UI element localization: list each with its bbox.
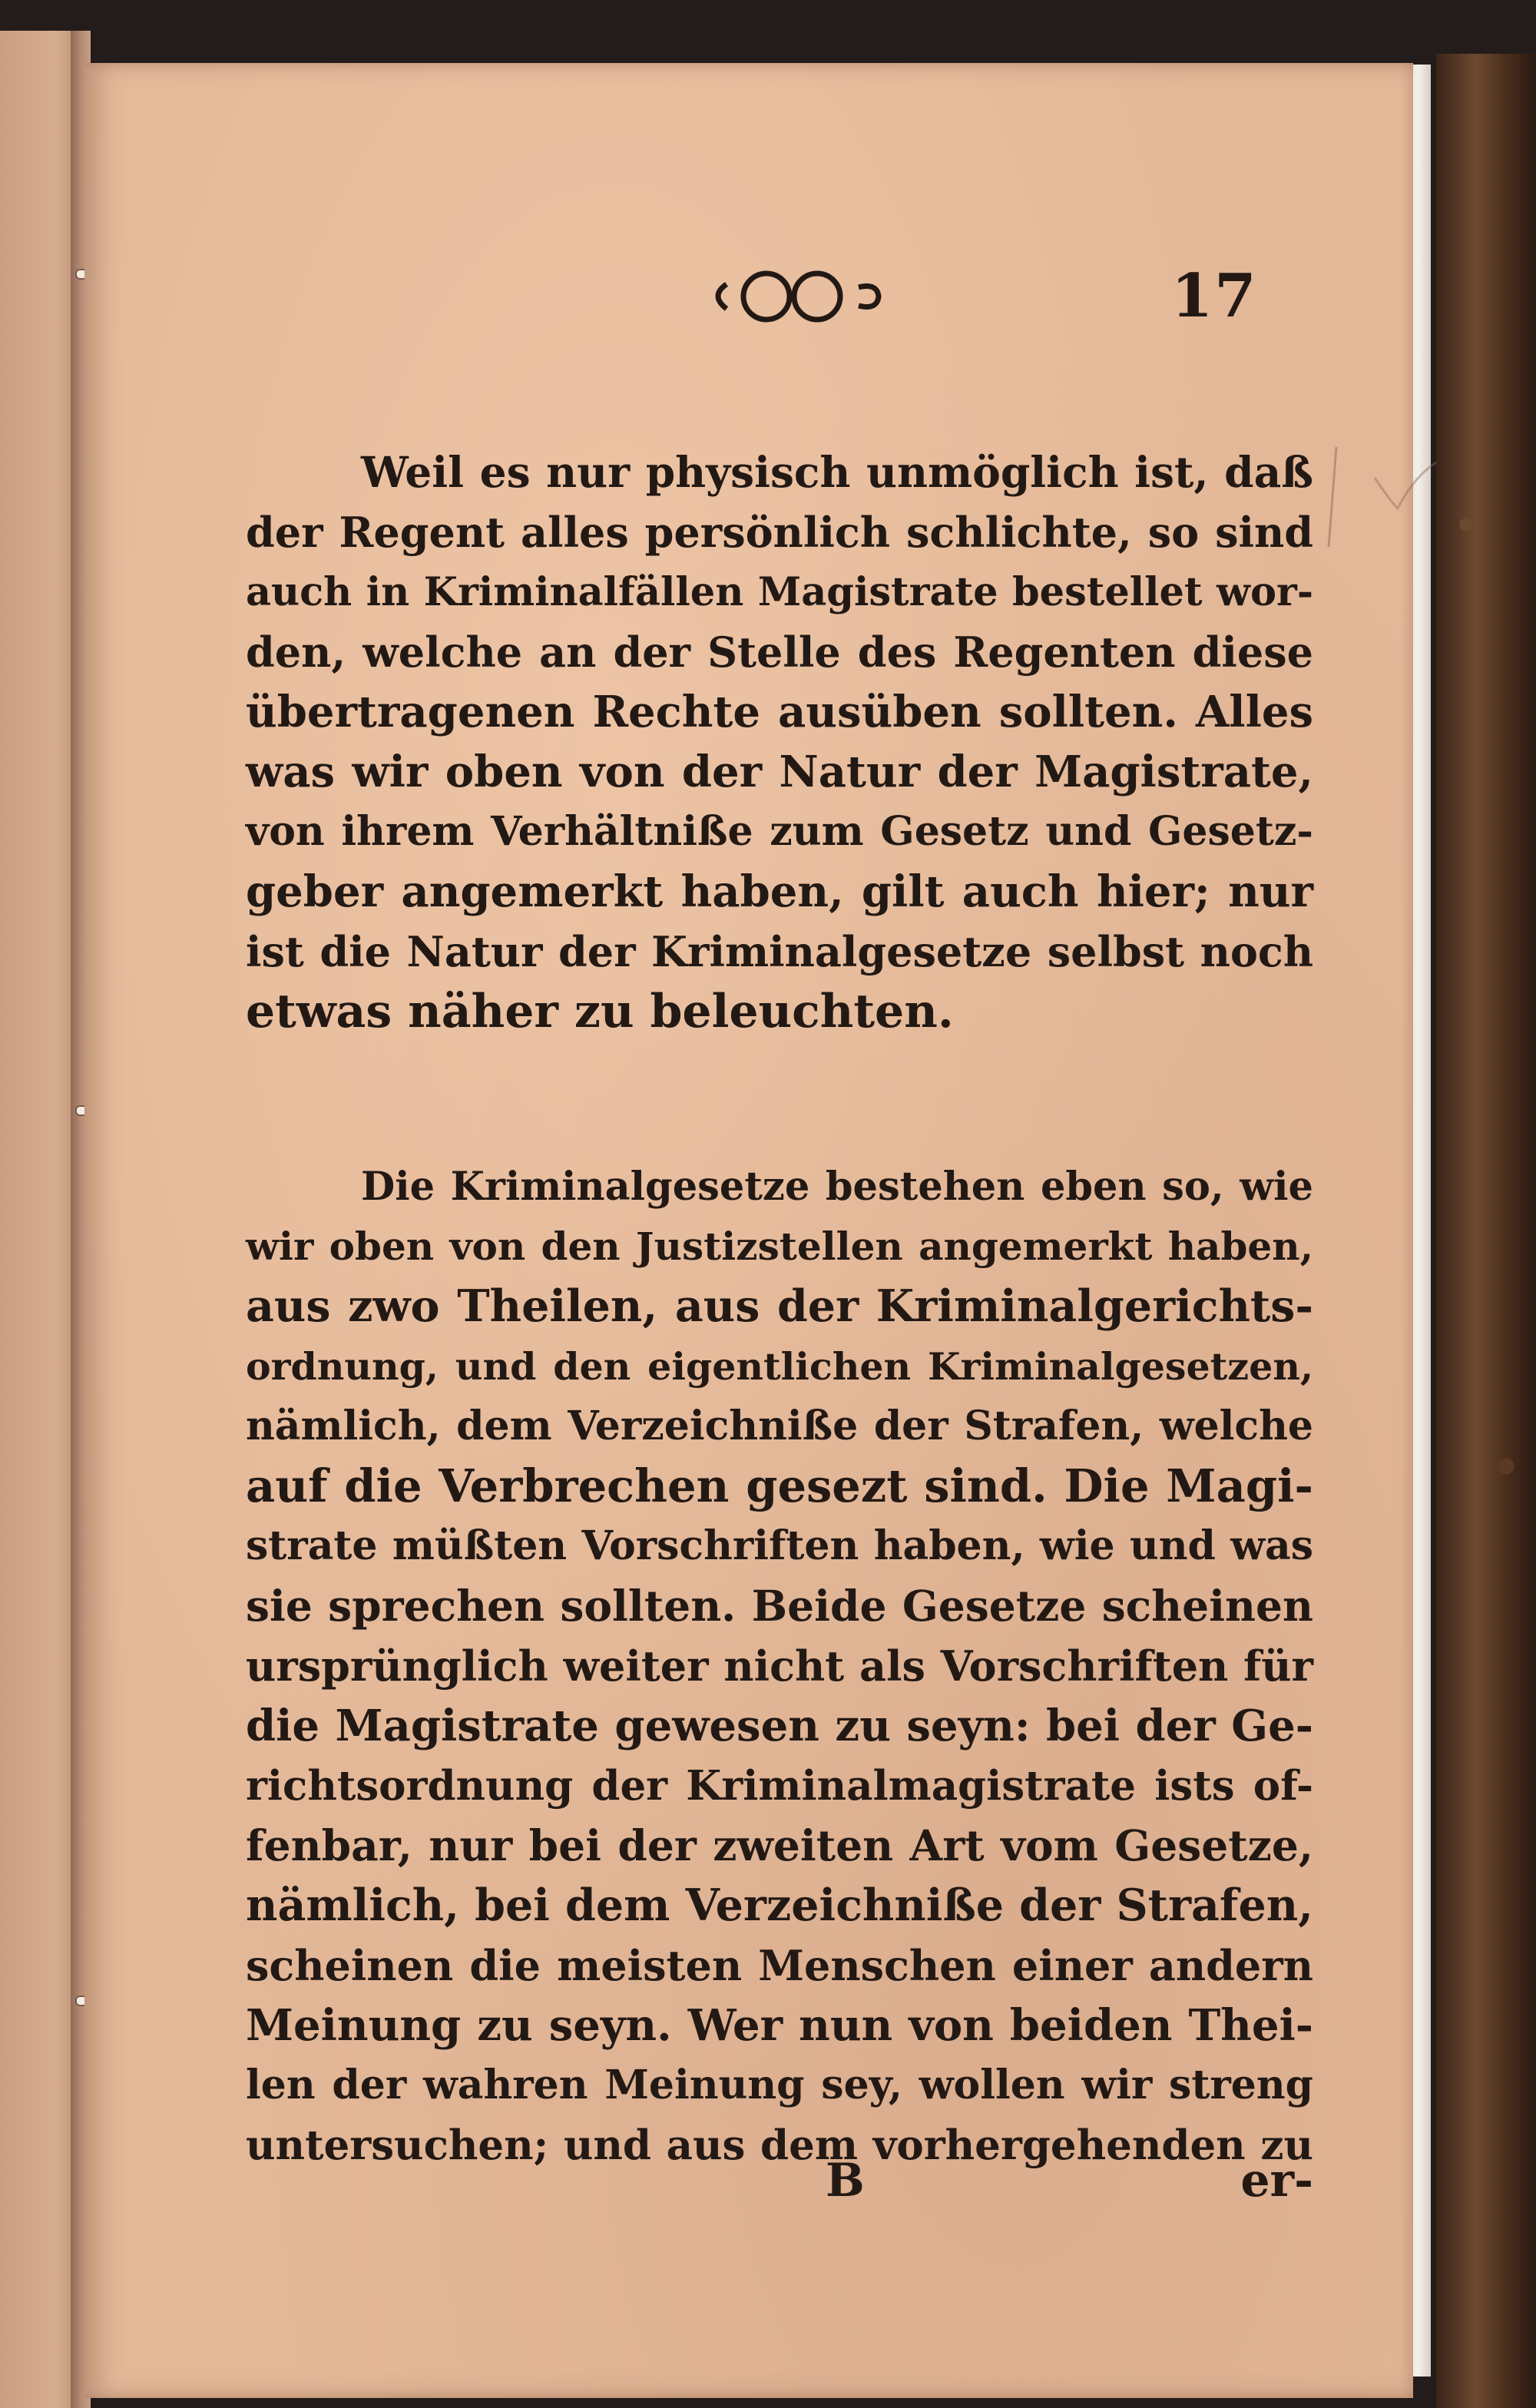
- pencil-margin-mark-icon: [1321, 432, 1475, 562]
- text-line: scheinen die meisten Menschen einer andern: [246, 1941, 1313, 1990]
- text-line: nämlich, bei dem Verzeichniße der Strafen,: [246, 1880, 1313, 1931]
- text-line: ist die Natur der Kriminalgesetze selbst noch: [246, 927, 1313, 976]
- paragraph-1: [246, 442, 1313, 1042]
- text-line: untersuchen; und aus dem vorhergehenden zu: [246, 2121, 1313, 2169]
- text-line: Die Kriminalgesetze bestehen eben so, wie: [361, 1164, 1313, 1210]
- text-line: nämlich, dem Verzeichniße der Strafen, welche: [246, 1403, 1313, 1449]
- text-line: Weil es nur physisch unmöglich ist, daß: [361, 447, 1313, 497]
- text-line: übertragenen Rechte ausüben sollten. Alles: [246, 687, 1313, 737]
- page-footer: [246, 2154, 1313, 2223]
- book-cover-board: [1436, 54, 1536, 2408]
- text-line: den, welche an der Stelle des Regenten diese: [246, 628, 1313, 677]
- text-line: ordnung, und den eigentlichen Kriminalgesetzen,: [246, 1344, 1313, 1389]
- text-line: geber angemerkt haben, gilt auch hier; nur: [246, 866, 1313, 917]
- text-line: aus zwo Theilen, aus der Kriminalgerichts-: [246, 1280, 1313, 1332]
- text-line: was wir oben von der Natur der Magistrate,: [246, 747, 1313, 797]
- paragraph-2: [246, 1157, 1313, 2175]
- book-page: [84, 63, 1413, 2398]
- text-line: etwas näher zu beleuchten.: [246, 985, 954, 1038]
- text-line: der Regent alles persönlich schlichte, so sind: [246, 508, 1313, 557]
- text-line: ursprünglich weiter nicht als Vorschriften für: [246, 1641, 1313, 1691]
- left-facing-page: [0, 31, 81, 2408]
- text-line: richtsordnung der Kriminalmagistrate ists of-: [246, 1762, 1313, 1810]
- text-line: fenbar, nur bei der zweiten Art vom Gesetze,: [246, 1820, 1313, 1870]
- text-line: die Magistrate gewesen zu seyn: bei der Ge-: [246, 1701, 1313, 1751]
- text-line: len der wahren Meinung sey, wollen wir streng: [246, 2062, 1313, 2108]
- text-line: auch in Kriminalfällen Magistrate bestellet wor-: [246, 569, 1313, 615]
- text-line: wir oben von den Justizstellen angemerkt haben,: [246, 1224, 1313, 1269]
- catchword: er-: [1240, 2154, 1313, 2208]
- ornament-icon: [696, 261, 926, 330]
- text-line: auf die Verbrechen gesezt sind. Die Magi-: [246, 1459, 1313, 1512]
- text-line: Meinung zu seyn. Wer nun von beiden Thei-: [246, 2000, 1313, 2051]
- text-line: von ihrem Verhältniße zum Gesetz und Gesetz-: [246, 808, 1313, 855]
- page-number: 17: [1171, 261, 1258, 331]
- text-line: sie sprechen sollten. Beide Gesetze scheinen: [246, 1581, 1313, 1631]
- text-line: strate müßten Vorschriften haben, wie und was: [246, 1522, 1313, 1569]
- signature-mark: B: [826, 2154, 865, 2208]
